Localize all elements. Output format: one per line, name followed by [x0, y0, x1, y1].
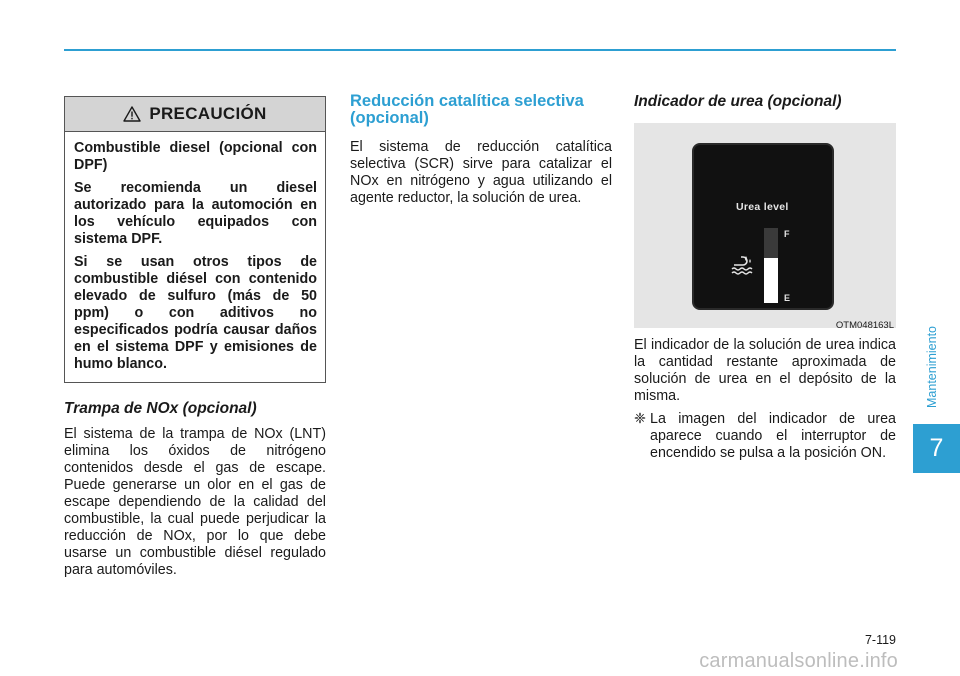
- urea-section: [634, 93, 896, 119]
- figure-code: OTM048163L: [835, 320, 894, 331]
- cluster-display: [692, 143, 834, 310]
- caution-header: [65, 97, 325, 132]
- caution-paragraph: Combustible diesel (opcional con DPF): [74, 140, 317, 173]
- caution-paragraph: Se recomienda un diesel autorizado para la automoción en los vehículo equipados con sistema DPF.: [74, 180, 317, 247]
- nox-trap-heading: Trampa de NOx (opcional): [64, 400, 257, 417]
- urea-heading: Indicador de urea (opcional): [634, 93, 842, 110]
- section-name: Mantenimiento: [925, 326, 939, 408]
- scr-heading: Reducción catalítica selectiva (opcional): [350, 92, 584, 127]
- caution-paragraph: Si se usan otros tipos de combustible diésel con contenido elevado de sulfuro (más de 50 ppm) o con aditivos no especificados podría causar daños en el sistema DPF y emisiones de humo blanco.: [74, 254, 317, 372]
- gauge-full-label: F: [784, 229, 790, 239]
- urea-level-title: Urea level: [736, 201, 789, 213]
- scr-section: [350, 93, 612, 207]
- page-number: 7-119: [864, 633, 896, 647]
- urea-note-text: La imagen del indicador de urea aparece cuando el interruptor de encendido se pulsa a la posición ON.: [650, 411, 896, 461]
- top-rule: [64, 49, 896, 51]
- chapter-tab: 7: [913, 424, 960, 473]
- section-side-label: [919, 308, 945, 426]
- urea-note: [634, 411, 896, 462]
- nox-trap-section: [64, 400, 326, 579]
- urea-text: [634, 337, 896, 462]
- gauge-empty-label: E: [784, 293, 791, 303]
- watermark: carmanualsonline.info: [699, 650, 898, 672]
- nox-trap-body: El sistema de la trampa de NOx (LNT) elimina los óxidos de nitrógeno contenidos desde el gas de escape. Puede generarse un olor en el gas de escape dependiendo de la calidad del combustible, la cual puede perjudicar la reducción de NOx, por lo que debe usarse un combustible diésel regulado para automóviles.: [64, 426, 326, 578]
- note-mark: ❈: [634, 411, 646, 427]
- caution-body: [65, 132, 325, 373]
- urea-gauge-bar: [764, 228, 778, 303]
- urea-gauge-fill: [764, 258, 778, 303]
- urea-level-illustration: [634, 123, 896, 331]
- warning-triangle-icon: [123, 106, 141, 122]
- caution-title: PRECAUCIÓN: [149, 104, 267, 123]
- caution-box: [64, 96, 326, 383]
- urea-body: El indicador de la solución de urea indica la cantidad restante aproximada de solución de urea en el depósito de la misma.: [634, 337, 896, 404]
- scr-body: El sistema de reducción catalítica selectiva (SCR) sirve para catalizar el NOx en nitrógeno y agua utilizando el agente reductor, la solución de urea.: [350, 139, 612, 206]
- urea-warning-icon: [730, 251, 756, 277]
